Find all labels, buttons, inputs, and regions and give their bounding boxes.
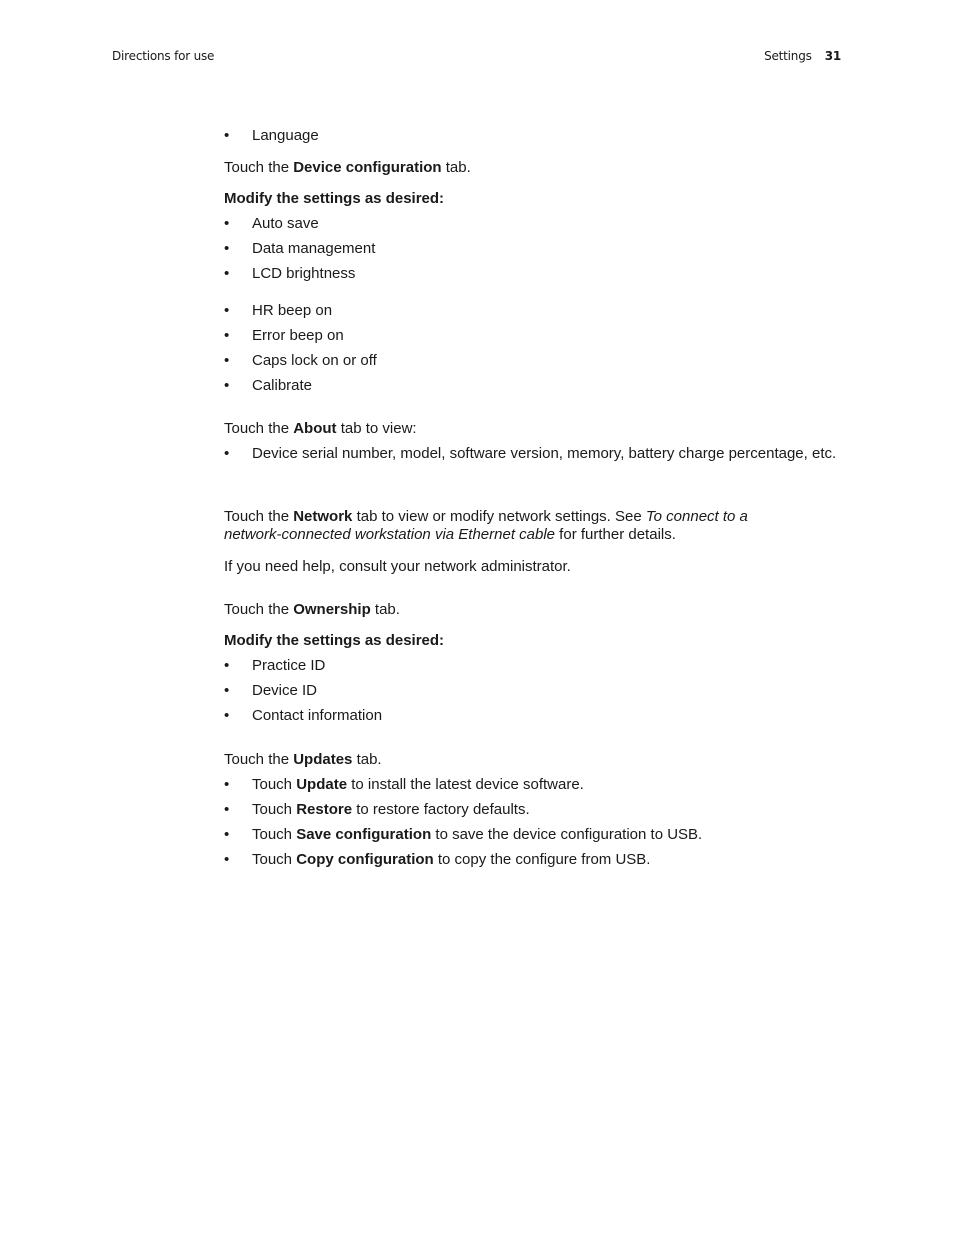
subheading bbox=[224, 189, 444, 208]
text: Touch bbox=[252, 851, 297, 868]
list-item-text: Caps lock on or off bbox=[252, 352, 377, 369]
text: Touch the bbox=[224, 601, 294, 618]
tab-name: Network bbox=[293, 508, 353, 525]
list-item-text: Error beep on bbox=[252, 327, 344, 344]
text: tab. bbox=[352, 751, 382, 768]
control-name: Update bbox=[296, 776, 348, 793]
running-header-left: Directions for use bbox=[112, 49, 215, 63]
subheading-text: Modify the settings as desired: bbox=[224, 190, 445, 207]
bullet: • bbox=[224, 826, 230, 843]
text: tab. bbox=[441, 159, 471, 176]
text: Touch the bbox=[224, 751, 294, 768]
control-name: Copy configuration bbox=[296, 851, 434, 868]
text: Touch the bbox=[224, 159, 294, 176]
list-item-text bbox=[252, 825, 702, 844]
instruction-about bbox=[224, 419, 417, 438]
bullet: • bbox=[224, 657, 230, 674]
subheading bbox=[224, 631, 444, 650]
page-number: 31 bbox=[824, 49, 841, 63]
text: Touch bbox=[252, 801, 297, 818]
list-item-text: HR beep on bbox=[252, 302, 333, 319]
bullet: • bbox=[224, 707, 230, 724]
instruction-device-configuration bbox=[224, 158, 471, 177]
instruction-network-continued bbox=[224, 525, 676, 544]
bullet: • bbox=[224, 215, 230, 232]
control-name: Save configuration bbox=[296, 826, 432, 843]
list-item-text: Calibrate bbox=[252, 377, 313, 394]
tab-name: Ownership bbox=[293, 601, 371, 618]
instruction-ownership bbox=[224, 600, 400, 619]
running-header-right bbox=[764, 49, 841, 63]
bullet: • bbox=[224, 445, 230, 462]
list-item-text: Device serial number, model, software version, memory, battery charge percentage, etc. bbox=[252, 445, 837, 462]
instruction-network bbox=[224, 507, 748, 526]
list-item-text bbox=[252, 775, 584, 794]
text: to restore factory defaults. bbox=[352, 801, 530, 818]
bullet: • bbox=[224, 801, 230, 818]
bullet: • bbox=[224, 265, 230, 282]
cross-reference: To connect to a bbox=[645, 508, 748, 525]
bullet: • bbox=[224, 682, 230, 699]
bullet: • bbox=[224, 352, 230, 369]
text: tab to view or modify network settings. See bbox=[352, 508, 646, 525]
cross-reference: network-connected workstation via Ethernet cable bbox=[224, 526, 556, 543]
text: to save the device configuration to USB. bbox=[431, 826, 703, 843]
text: to install the latest device software. bbox=[347, 776, 584, 793]
text: Touch the bbox=[224, 420, 294, 437]
tab-name: About bbox=[293, 420, 337, 437]
bullet: • bbox=[224, 377, 230, 394]
list-item-text: Device ID bbox=[252, 682, 318, 699]
list-item-text: Data management bbox=[252, 240, 376, 257]
bullet: • bbox=[224, 327, 230, 344]
bullet: • bbox=[224, 851, 230, 868]
text: to copy the configure from USB. bbox=[433, 851, 651, 868]
list-item-text bbox=[252, 850, 650, 869]
instruction-updates bbox=[224, 750, 382, 769]
text: tab. bbox=[370, 601, 400, 618]
list-item-text: Language bbox=[252, 127, 319, 144]
text: for further details. bbox=[555, 526, 676, 543]
list-item-text: Practice ID bbox=[252, 657, 326, 674]
text: tab to view: bbox=[336, 420, 417, 437]
bullet: • bbox=[224, 302, 230, 319]
bullet: • bbox=[224, 240, 230, 257]
text: Touch bbox=[252, 776, 297, 793]
tab-name: Updates bbox=[293, 751, 353, 768]
text: Touch the bbox=[224, 508, 294, 525]
list-item-text: Contact information bbox=[252, 707, 383, 724]
help-note: If you need help, consult your network administrator. bbox=[224, 558, 571, 575]
control-name: Restore bbox=[296, 801, 353, 818]
section-name: Settings bbox=[764, 49, 812, 63]
bullet: • bbox=[224, 127, 230, 144]
tab-name: Device configuration bbox=[293, 159, 442, 176]
list-item-text: LCD brightness bbox=[252, 265, 356, 282]
text: Touch bbox=[252, 826, 297, 843]
bullet: • bbox=[224, 776, 230, 793]
list-item-text: Auto save bbox=[252, 215, 319, 232]
subheading-text: Modify the settings as desired: bbox=[224, 632, 445, 649]
list-item-text bbox=[252, 800, 530, 819]
